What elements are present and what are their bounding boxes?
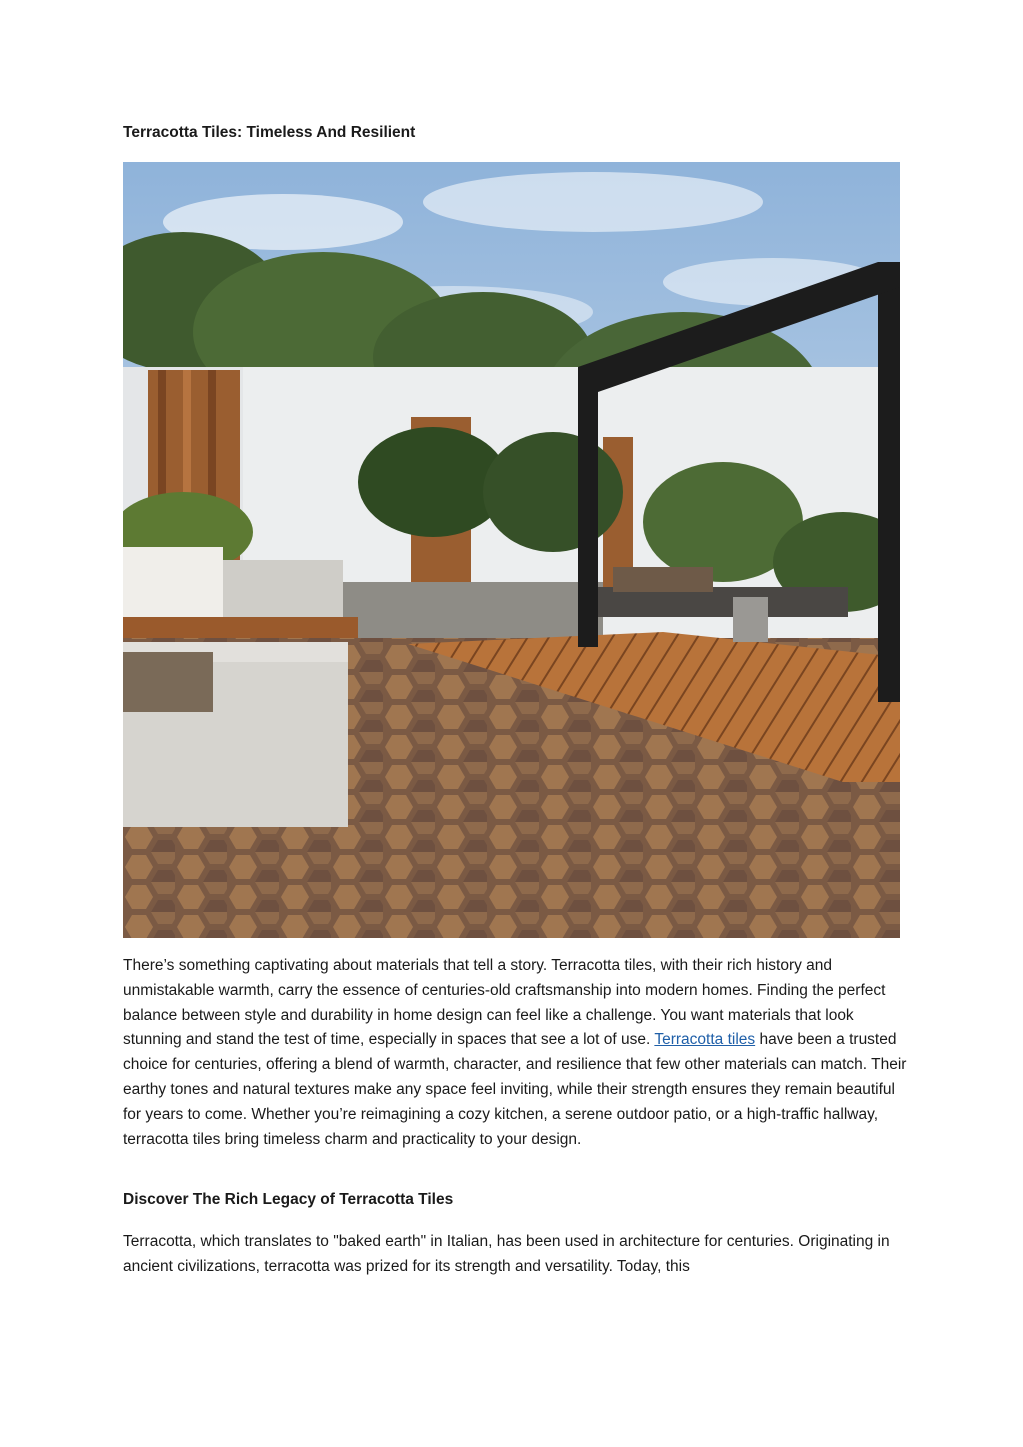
section-heading: Discover The Rich Legacy of Terracotta Tiles [123,1191,454,1208]
terracotta-tiles-link[interactable]: Terracotta tiles [654,1031,756,1049]
intro-text-before: There’s something captivating about materials that tell a story. Terracotta tiles, with their rich history and unmistakable warmth, carry the essence of centuries-old craftsmanship into modern homes. Finding the perfect balance between style and durability in home design can feel like a challenge. You want materials that look stunning and stand the test of time, especially in spaces that see a lot of use. [123,957,886,1049]
patio-photo [123,162,900,938]
page-title: Terracotta Tiles: Timeless And Resilient [123,124,416,141]
intro-text-after: have been a trusted choice for centuries, offering a blend of warmth, character, and resilience that few other materials can match. Their earthy tones and natural textures make any space feel inviting, while their strength ensures they remain beautiful for years to come. Whether you’re reimagining a cozy kitchen, a serene outdoor patio, or a high-traffic hallway, terracotta tiles bring timeless charm and practicality to your design. [123,1031,907,1148]
intro-paragraph [123,954,913,1152]
legacy-paragraph: Terracotta, which translates to "baked earth" in Italian, has been used in architecture for centuries. Originating in ancient civilizations, terracotta was prized for its strength and versatility. Today, this [123,1233,890,1275]
